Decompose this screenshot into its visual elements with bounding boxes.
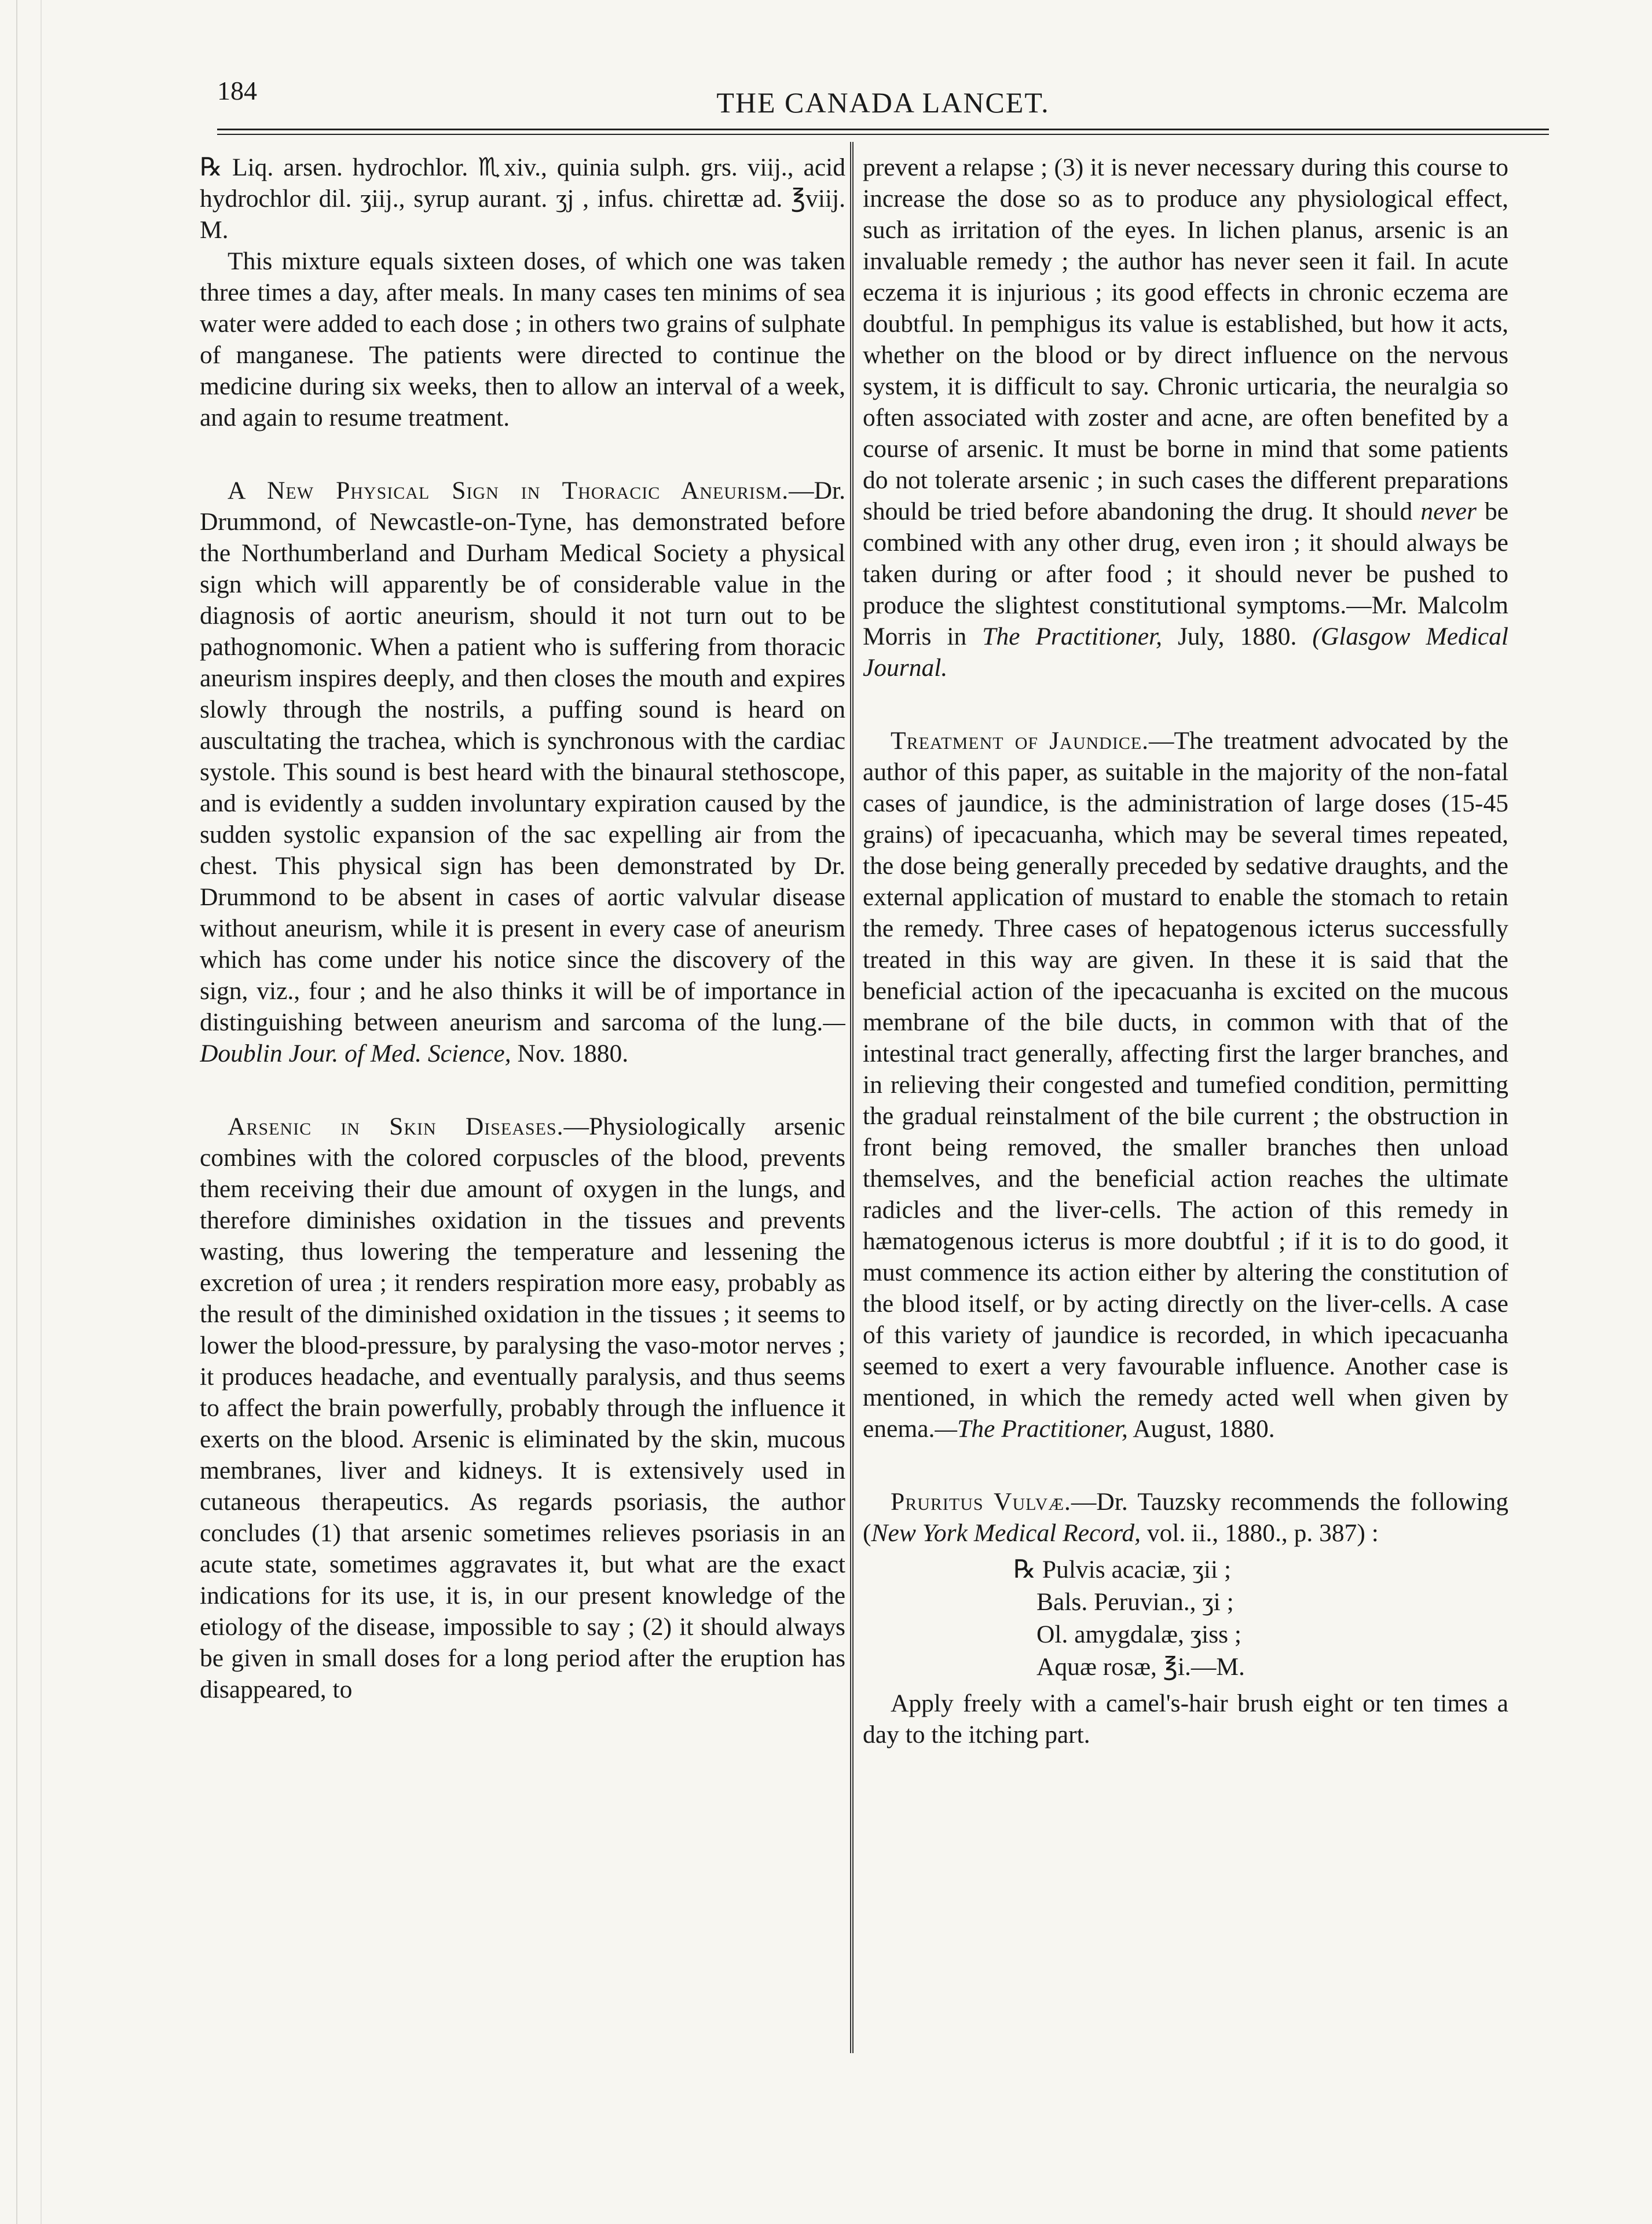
prescription-paragraph: ℞ Liq. arsen. hydrochlor. ♏︎xiv., quinia sulph. grs. viij., acid hydrochlor dil. ʒiij., syrup aurant. ʒj , infus. chirettæ ad. ℥viij. M. — [200, 153, 845, 244]
aneurism-heading: A New Physical Sign in Thoracic Aneurism. — [228, 477, 789, 504]
jaundice-heading: Treatment of Jaundice. — [891, 727, 1149, 755]
aneurism-article — [200, 475, 845, 1069]
column-divider — [850, 142, 854, 2053]
aneurism-source: —Doublin Jour. of Med. Science, — [200, 1008, 845, 1067]
page-number: 184 — [217, 76, 257, 105]
jaundice-article — [863, 725, 1508, 1444]
left-column — [200, 152, 845, 2132]
pruritus-article: Pruritus Vulvæ.—Dr. Tauzsky recommends the following (New York Medical Record, vol. ii., 1880., p. 387) : — [863, 1488, 1508, 1547]
aneurism-body: —Dr. Drummond, of Newcastle-on-Tyne, has demonstrated before the Northumberland and Durham Medical Society a physical sign which will apparently be of considerable value in the diagnosis of aortic aneurism, should it not turn out to be pathognomonic. When a patient who is suffering from thoracic aneurism inspires deeply, and then closes the mouth and expires slowly through the nostrils, a puffing sound is heard on auscultating the trachea, which is synchronous with the cardiac systole. This sound is best heard with the binaural stethoscope, and is evidently a sudden involuntary expiration caused by the sudden systolic expansion of the sac expelling air from the chest. This physical sign has been demonstrated by Dr. Drummond to be absent in cases of aortic valvular disease without aneurism, while it is present in every case of aneurism which has come under his notice since the discovery of the sign, viz., four ; and he also thinks it will be of importance in distinguishing between aneurism and sarcoma of the lung. — [200, 477, 845, 1036]
pruritus-heading: Pruritus Vulvæ. — [891, 1488, 1071, 1516]
rx-line: ℞ Pulvis acaciæ, ʒii ; — [1013, 1556, 1232, 1583]
jaundice-body: —The treatment advocated by the author of this paper, as suitable in the majority of the non-fatal cases of jaundice, is the administration of large doses (15-45 grains) of ipecacuanha, which may be several times repeated, the dose being generally preceded by sedative draughts, and the external application of mustard to enable the stomach to retain the remedy. Three cases of hepatogenous icterus successfully treated in this way are given. In these it is said that the beneficial action of the ipecacuanha is excited on the mucous membrane of the bile ducts, in common with that of the intestinal tract generally, affecting first the larger branches, and in relieving their congested and tumefied condition, permitting the gradual reinstalment of the bile current ; the obstruction in front being removed, the smaller branches then unload themselves, and the beneficial action reaches the ultimate radicles and the liver-cells. The action of this remedy in hæmatogenous icterus is more doubtful ; if it is to do good, it must commence its action either by altering the constitution of the blood itself, or by acting directly on the liver-cells. A case of this variety of jaundice is recorded, in which ipecacuanha seemed to exert a very favourable influence. Another case is mentioned, in which the remedy acted well when given by enema. — [863, 727, 1508, 1443]
aneurism-date: Nov. 1880. — [511, 1040, 629, 1067]
page-header — [217, 70, 1549, 133]
rx-line: Ol. amygdalæ, ʒiss ; — [1036, 1621, 1242, 1648]
rx-line: Bals. Peruvian., ʒi ; — [1036, 1588, 1234, 1616]
jaundice-source: —The Practitioner, — [935, 1415, 1128, 1443]
header-rule — [217, 129, 1549, 135]
pruritus-prescription — [863, 1553, 1508, 1683]
right-column — [863, 152, 1508, 2132]
scan-binding-edge — [0, 0, 42, 2224]
mixture-paragraph: This mixture equals sixteen doses, of which one was taken three times a day, after meals. In many cases ten minims of sea water were added to each dose ; in others two grains of sulphate of manganese. The patients were directed to continue the medicine during six weeks, then to allow an interval of a week, and again to resume treatment. — [200, 247, 845, 431]
pruritus-final-paragraph: Apply freely with a camel's-hair brush eight or ten times a day to the itching part. — [863, 1689, 1508, 1749]
arsenic-continuation: prevent a relapse ; (3) it is never necessary during this course to increase the dose so as to produce any physiological effect, such as irritation of the eyes. In lichen planus, arsenic is an invaluable remedy ; the author has never seen it fail. In acute eczema it is injurious ; its good effects in chronic eczema are doubtful. In pemphigus its value is established, but how it acts, whether on the blood or by direct influence on the nervous system, it is difficult to say. Chronic urticaria, the neuralgia so often associated with zoster and acne, are often benefited by a course of arsenic. It must be borne in mind that some patients do not tolerate arsenic ; in such cases the different preparations should be tried before abandoning the drug. It should never be combined with any other drug, even iron ; it should always be taken during or after food ; it should never be pushed to produce the slightest constitutional symptoms.—Mr. Malcolm Morris in The Practitioner, July, 1880. (Glasgow Medical Journal. — [863, 153, 1508, 682]
arsenic-body: —Physiologically arsenic combines with the colored corpuscles of the blood, prevents them receiving their due amount of oxygen in the lungs, and therefore diminishes oxidation in the tissues and prevents wasting, thus lowering the temperature and lessening the excretion of urea ; it renders respiration more easy, probably as the result of the diminished oxidation in the tissues ; it seems to lower the blood-pressure, by paralysing the vaso-motor nerves ; it produces headache, and eventually paralysis, and thus seems to affect the brain powerfully, probably through the influence it exerts on the blood. Arsenic is eliminated by the skin, mucous membranes, liver and kidneys. It is extensively used in cutaneous therapeutics. As regards psoriasis, the author concludes (1) that arsenic sometimes relieves psoriasis in an acute state, sometimes aggravates it, but what are the exact indications for its use, it is, in our present knowledge of the etiology of the disease, impossible to say ; (2) it should always be given in small doses for a long period after the eruption has disappeared, to — [200, 1113, 845, 1703]
jaundice-date: August, 1880. — [1127, 1415, 1275, 1443]
pruritus-source: New York Medical Record, — [871, 1519, 1141, 1547]
arsenic-article — [200, 1111, 845, 1705]
arsenic-source-practitioner: The Practitioner, — [982, 623, 1163, 650]
arsenic-source-glasgow: (Glasgow Medical Journal. — [863, 623, 1508, 682]
arsenic-heading: Arsenic in Skin Diseases. — [228, 1113, 564, 1140]
emphasis-never: never — [1420, 498, 1477, 525]
rx-line: Aquæ rosæ, ℥i.—M. — [1036, 1653, 1245, 1681]
journal-title: THE CANADA LANCET. — [716, 86, 1050, 119]
